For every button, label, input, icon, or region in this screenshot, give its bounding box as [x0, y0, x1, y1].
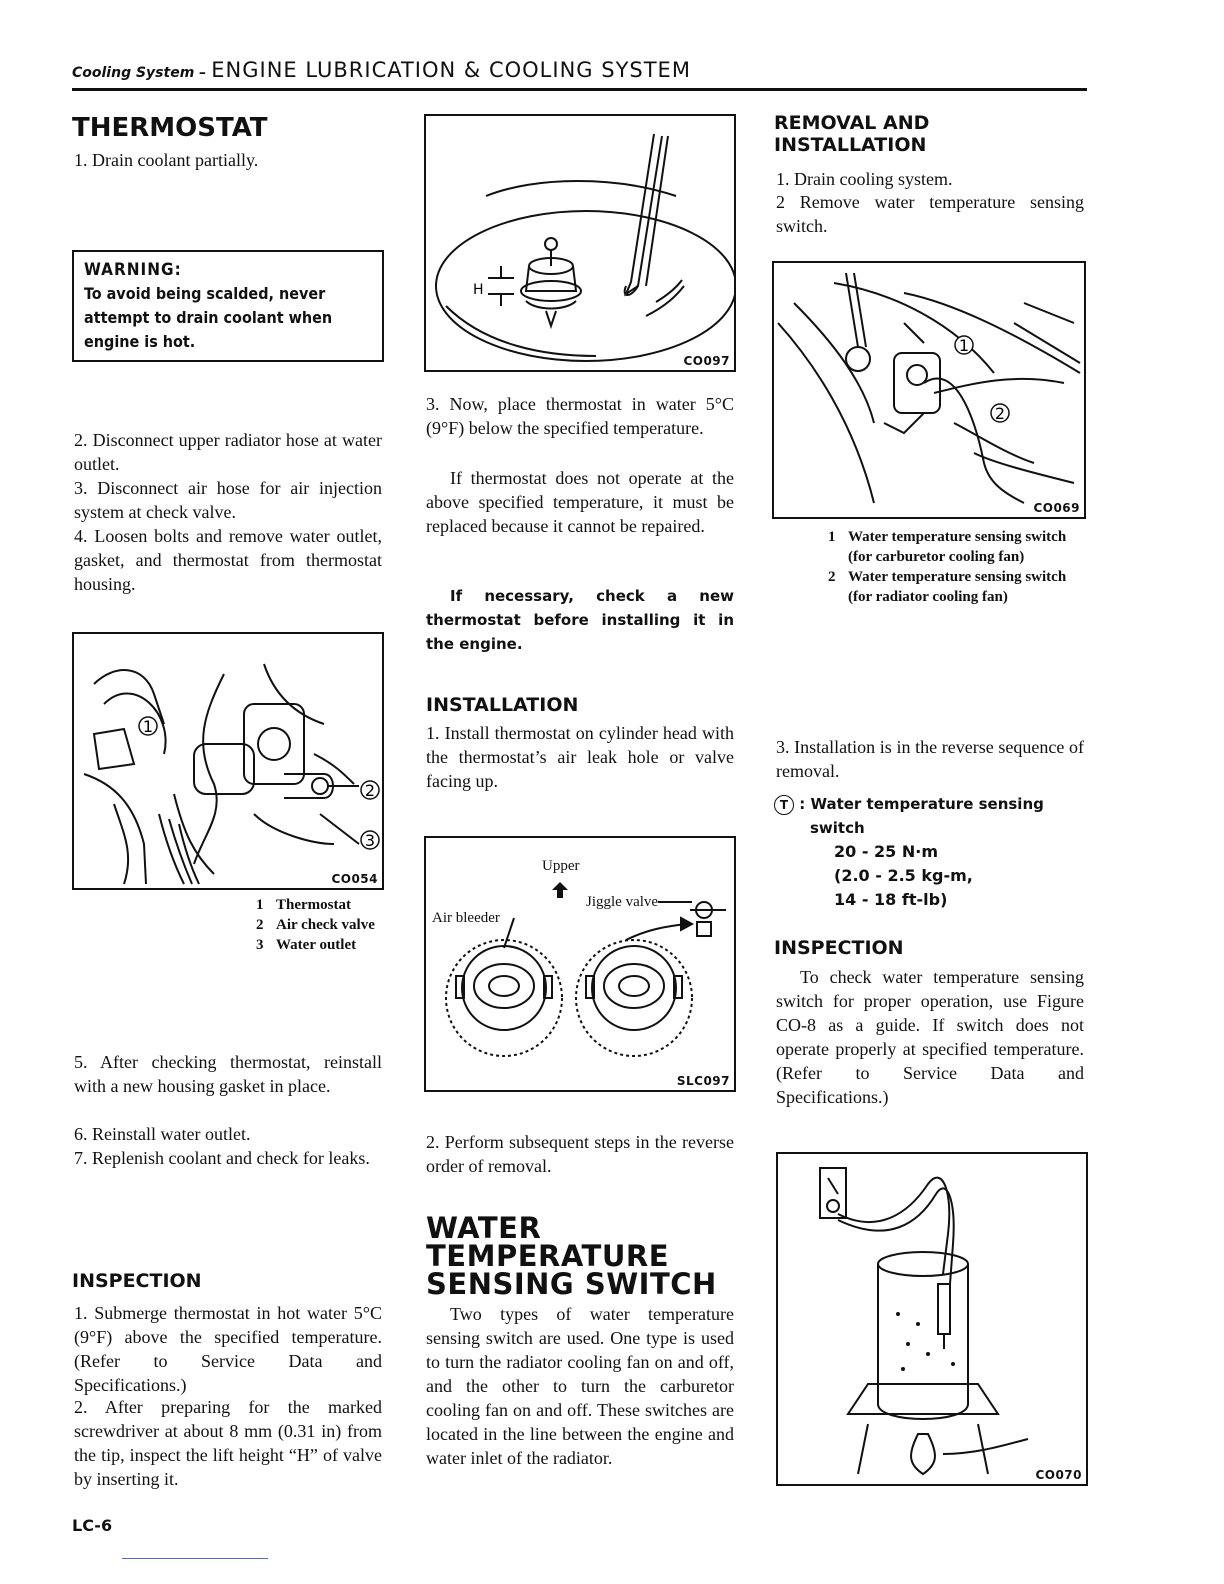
removal-step-3: 3. Installation is in the reverse sequence of removal. — [776, 737, 1084, 781]
thermostat-orientation-illustration — [426, 838, 734, 1090]
figure-code: CO070 — [1035, 1468, 1082, 1482]
inspection-step-1: 1. Submerge thermostat in hot water 5°C (9°F) above the specified temperature. (Refer to Service Data and Specifications.) — [74, 1303, 382, 1395]
switch-location-illustration — [774, 263, 1084, 517]
legend-item: 3 Water outlet — [256, 937, 357, 953]
warning-title: WARNING: — [84, 260, 182, 280]
callout-2: 2 — [994, 404, 1006, 423]
thermostat-step-7: 7. Replenish coolant and check for leaks. — [74, 1148, 370, 1168]
inspection-title: INSPECTION — [72, 1270, 202, 1292]
divider — [122, 1558, 268, 1559]
warning-box — [72, 250, 384, 362]
section-label: Cooling System – — [72, 65, 207, 81]
figure-switch-location — [772, 261, 1086, 519]
callout-1: 1 — [958, 336, 970, 355]
figure-code: CO069 — [1033, 501, 1080, 515]
thermostat-step-4: 4. Loosen bolts and remove water outlet, gasket, and thermostat from thermostat housing. — [74, 526, 382, 594]
thermostat-step-2: 2. Disconnect upper radiator hose at water outlet. — [74, 430, 382, 474]
installation-step-2: 2. Perform subsequent steps in the reverse order of removal. — [426, 1132, 734, 1176]
legend-item: 1 Thermostat — [256, 897, 351, 913]
torque-value: 20 - 25 N·m — [834, 842, 939, 861]
warning-text: To avoid being scalded, never attempt to drain coolant when engine is hot. — [84, 284, 333, 351]
label-upper: Upper — [542, 858, 580, 874]
legend-item: 2 Water temperature sensing switch — [828, 569, 1067, 585]
figure-code: CO054 — [331, 872, 378, 886]
removal-title — [774, 112, 1084, 156]
wtss-title-line: WATER — [426, 1211, 542, 1245]
legend-item: 1 Water temperature sensing switch — [828, 529, 1067, 545]
removal-title-line: REMOVAL AND — [774, 112, 930, 134]
removal-step-1: 1. Drain cooling system. — [776, 169, 953, 189]
thermostat-step-6: 6. Reinstall water outlet. — [74, 1124, 251, 1144]
inspection-2-title: INSPECTION — [774, 937, 904, 959]
inspection-step-2: 2. After preparing for the marked screwdriver at about 8 mm (0.31 in) from the tip, inspect the lift height “H” of valve by inserting it. — [74, 1397, 382, 1489]
torque-label-cont: switch — [810, 819, 865, 837]
callout-2: 2 — [364, 781, 376, 800]
callout-3: 3 — [364, 831, 376, 850]
callout-1: 1 — [142, 717, 154, 736]
legend-item: 2 Air check valve — [256, 917, 375, 933]
wtss-title-line: TEMPERATURE — [426, 1239, 670, 1273]
new-thermostat-note: If necessary, check a new thermostat before installing it in the engine. — [426, 587, 734, 653]
torque-wrench-icon: T — [774, 795, 794, 815]
thermostat-lift-illustration — [426, 116, 734, 370]
engine-illustration — [74, 634, 382, 888]
thermostat-legend — [256, 895, 396, 955]
torque-label: : Water temperature sensing — [799, 795, 1044, 813]
label-jiggle-valve: Jiggle valve — [586, 894, 659, 910]
page-number: LC-6 — [72, 1516, 113, 1535]
installation-title: INSTALLATION — [426, 694, 579, 716]
figure-switch-test — [776, 1152, 1088, 1486]
thermostat-title: THERMOSTAT — [72, 113, 268, 143]
label-H: H — [473, 282, 484, 298]
thermostat-step-5: 5. After checking thermostat, reinstall with a new housing gasket in place. — [74, 1052, 382, 1096]
torque-value: (2.0 - 2.5 kg-m, — [834, 866, 973, 885]
thermostat-step-3-below: 3. Now, place thermostat in water 5°C (9°F) below the specified temperature. — [426, 394, 734, 438]
wtss-description: Two types of water temperature sensing switch are used. One type is used to turn the radiator cooling fan on and off, and the other to turn the carburetor cooling fan on and off. These switches are located in the line between the engine and water inlet of the radiator. — [426, 1304, 734, 1468]
switch-test-illustration — [778, 1154, 1086, 1484]
label-air-bleeder: Air bleeder — [432, 910, 500, 926]
inspection-2-text: To check water temperature sensing switch for proper operation, use Figure CO-8 as a guide. If switch does not operate properly at specified temperature. (Refer to Service Data and Specifications.) — [776, 967, 1084, 1107]
legend-item-sub: (for carburetor cooling fan) — [848, 549, 1025, 565]
wtss-title — [426, 1211, 726, 1301]
removal-step-2: 2 Remove water temperature sensing switch. — [776, 192, 1084, 236]
legend-item-sub: (for radiator cooling fan) — [848, 589, 1008, 605]
figure-thermostat-orientation — [424, 836, 736, 1092]
removal-title-line: INSTALLATION — [774, 134, 927, 156]
page-header — [72, 58, 1087, 91]
thermostat-replace-note: If thermostat does not operate at the above specified temperature, it must be replaced because it cannot be repaired. — [426, 468, 734, 536]
torque-spec — [774, 792, 1084, 912]
chapter-title: ENGINE LUBRICATION & COOLING SYSTEM — [211, 58, 691, 82]
installation-step-1: 1. Install thermostat on cylinder head with the thermostat’s air leak hole or valve facing up. — [426, 723, 734, 791]
wtss-title-line: SENSING SWITCH — [426, 1267, 717, 1301]
figure-lift-height — [424, 114, 736, 372]
figure-code: SLC097 — [676, 1074, 730, 1088]
thermostat-step-1: 1. Drain coolant partially. — [74, 150, 259, 170]
thermostat-step-3: 3. Disconnect air hose for air injection system at check valve. — [74, 478, 382, 522]
figure-thermostat-removal — [72, 632, 384, 890]
figure-code: CO097 — [683, 354, 730, 368]
up-arrow-icon — [552, 882, 568, 898]
switch-legend — [828, 527, 1088, 607]
torque-value: 14 - 18 ft-lb) — [834, 890, 948, 909]
torque-label-row — [774, 792, 1084, 816]
